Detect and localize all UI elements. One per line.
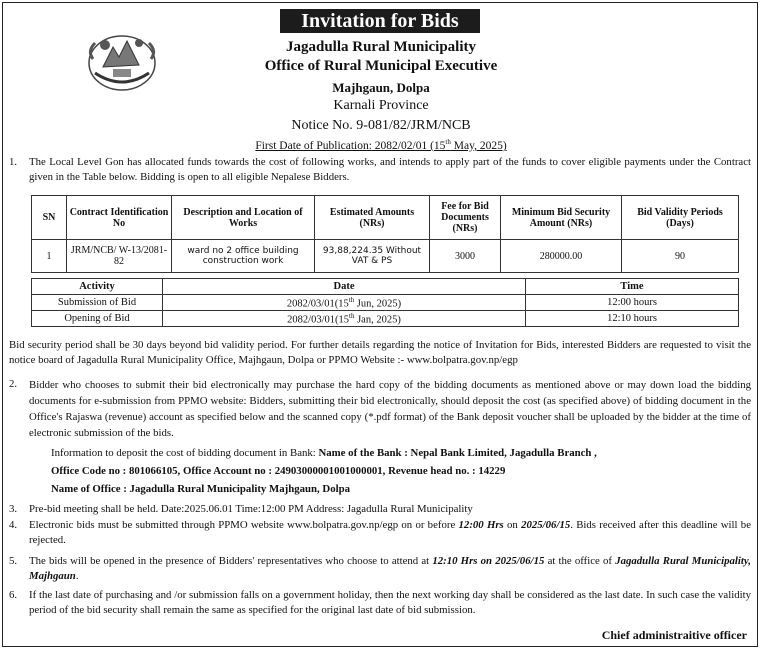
cell-validity: 90 (622, 240, 739, 273)
cell-activity: Opening of Bid (32, 311, 163, 327)
bank-info-line-3: Name of Office : Jagadulla Rural Municipality Majhgaun, Dolpa (51, 483, 351, 495)
item-6-number: 6. (9, 589, 18, 601)
bid-table (31, 195, 739, 273)
cell-contract-id: JRM/NCB/ W-13/2081-82 (67, 240, 172, 273)
cell-security-amount: 280000.00 (501, 240, 622, 273)
item-2-number: 2. (9, 378, 18, 390)
col-fee: Fee for Bid Documents (NRs) (430, 196, 501, 240)
col-time: Time (526, 279, 739, 295)
table-row (32, 311, 739, 327)
activity-table-header (32, 279, 739, 295)
bank-info-line-2: Office Code no : 801066105, Office Account no : 24903000001001000001, Revenue head no. : 14229 (51, 465, 506, 477)
item-1-text: The Local Level Gon has allocated funds towards the cost of following works, and intends to apply part of the funds to cover eligible payments under the Contract given in the Table below. Bidding is open to all eligible Nepalese Bidders. (29, 156, 751, 183)
office-location: Majhgaun, Dolpa (332, 80, 430, 95)
cell-date: 2082/03/01(15th Jan, 2025) (163, 311, 526, 327)
item-5-number: 5. (9, 555, 18, 567)
col-description: Description and Location of Works (172, 196, 315, 240)
col-date: Date (163, 279, 526, 295)
col-contract-id: Contract Identification No (67, 196, 172, 240)
item-4-number: 4. (9, 519, 18, 531)
col-sn: SN (32, 196, 67, 240)
col-activity: Activity (32, 279, 163, 295)
cell-description: ward no 2 office building construction work (172, 240, 315, 273)
item-2-text: Bidder who chooses to submit their bid electronically may purchase the hard copy of the bidding documents as mentioned above or may down load the bidding documents for e-submission from PPMO website: Bidders, submitting their bid electronically, should deposit the cost (as specified above) of bidding document in the Office's Rajaswa (revenue) account as specified below and the scanned copy (*.pdf format) of the Bank deposit voucher shall be uploaded by the bidder at the time of electronic submission of the bids. (29, 379, 751, 439)
cell-fee: 3000 (430, 240, 501, 273)
table-row (32, 240, 739, 273)
item-4-text: Electronic bids must be submitted through PPMO website www.bolpatra.gov.np/egp on or before 12:00 Hrs on 2025/06/15. Bids received after this deadline will be rejected. (29, 519, 751, 546)
province-name: Karnali Province (333, 98, 429, 113)
notice-number: Notice No. 9-081/82/JRM/NCB (291, 118, 471, 133)
item-6-text: If the last date of purchasing and /or submission falls on a government holiday, then the next working day shall be considered as the last date. In such case the validity period of the bid security shall remain the same as specified for the original last date of bid submission. (29, 589, 751, 616)
municipality-name: Jagadulla Rural Municipality (285, 39, 477, 55)
cell-time: 12:00 hours (526, 295, 739, 311)
table-row (32, 295, 739, 311)
col-validity: Bid Validity Periods (Days) (622, 196, 739, 240)
cell-time: 12:10 hours (526, 311, 739, 327)
bank-info-line-1: Information to deposit the cost of bidding document in Bank: Name of the Bank : Nepal Bank Limited, Jagadulla Branch , (51, 447, 597, 459)
notice-banner: Invitation for Bids (280, 9, 480, 33)
item-3-number: 3. (9, 503, 18, 515)
item-5-text: The bids will be opened in the presence of Bidders' representatives who choose to attend at 12:10 Hrs on 2025/06/15 at the office of Jagadulla Rural Municipality, Majhgaun. (29, 555, 752, 582)
publication-date: First Date of Publication: 2082/02/01 (15th May, 2025) (255, 138, 507, 152)
item-1-number: 1. (9, 156, 18, 168)
security-note: Bid security period shall be 30 days beyond bid validity period. For further details regarding the notice of Invitation for Bids, interested Bidders are requested to visit the notice board of Jagadulla Rural Municipality Office, Majhgaun, Dolpa or PPMO Website :- www.bolpatra.gov.np/egp (9, 339, 751, 366)
notice-page (2, 2, 758, 647)
cell-sn: 1 (32, 240, 67, 273)
cell-activity: Submission of Bid (32, 295, 163, 311)
cell-date: 2082/03/01(15th Jun, 2025) (163, 295, 526, 311)
office-name: Office of Rural Municipal Executive (264, 58, 498, 74)
col-security-amount: Minimum Bid Security Amount (NRs) (501, 196, 622, 240)
col-estimated-amount: Estimated Amounts (NRs) (315, 196, 430, 240)
bid-table-header (32, 196, 739, 240)
signature-title: Chief administraitive officer (601, 628, 747, 642)
item-3-text: Pre-bid meeting shall be held. Date:2025.06.01 Time:12:00 PM Address: Jagadulla Rural Municipality (29, 503, 473, 515)
cell-estimated-amount: 93,88,224.35 Without VAT & PS (315, 240, 430, 273)
activity-table (31, 278, 739, 327)
